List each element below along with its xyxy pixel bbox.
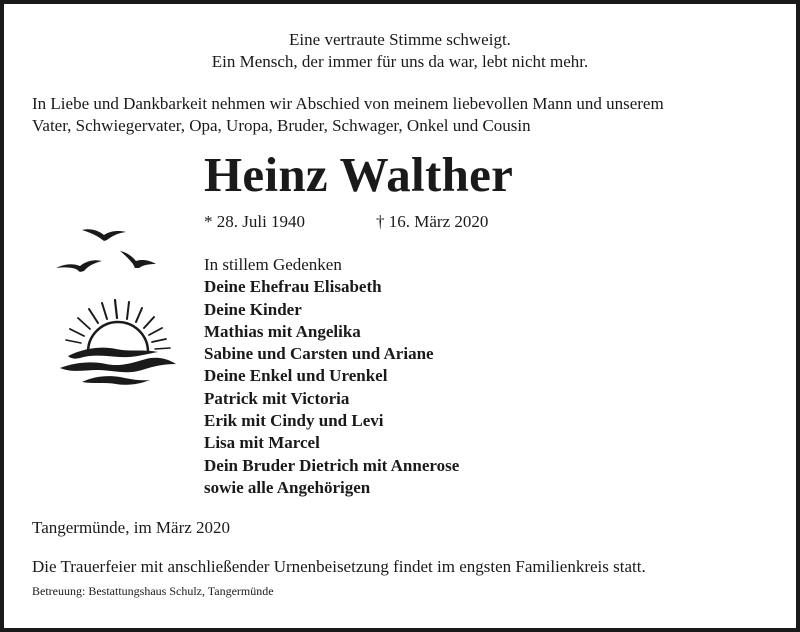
place-date: Tangermünde, im März 2020 [32, 518, 231, 537]
motto-line-2: Ein Mensch, der immer für uns da war, lebt nicht mehr. [211, 52, 589, 71]
mourner-line: Deine Enkel und Urenkel [204, 366, 388, 386]
motto-line-1: Eine vertraute Stimme schweigt. [289, 30, 511, 49]
mourner-line: Sabine und Carsten und Ariane [204, 344, 434, 364]
deceased-name: Heinz Walther [204, 147, 514, 202]
death-date: † 16. März 2020 [376, 212, 489, 231]
intro-line-2: Vater, Schwiegervater, Opa, Uropa, Bruder, Schwager, Onkel und Cousin [32, 116, 531, 135]
intro-line-1: In Liebe und Dankbarkeit nehmen wir Abschied von meinem liebevollen Mann und unserem [32, 94, 664, 113]
mourner-line: Dein Bruder Dietrich mit Annerose [204, 455, 460, 475]
mourners-list [204, 254, 459, 499]
mourner-line: Mathias mit Angelika [204, 321, 361, 341]
mourner-line: Erik mit Cindy und Levi [204, 411, 384, 431]
birds-sunset-icon [54, 218, 184, 388]
mourner-line: Lisa mit Marcel [204, 433, 320, 453]
mourner-line: Deine Kinder [204, 299, 302, 319]
birth-date: * 28. Juli 1940 [204, 212, 306, 231]
mourner-line: Patrick mit Victoria [204, 388, 350, 408]
mourner-line: Deine Ehefrau Elisabeth [204, 277, 382, 297]
care-note: Betreuung: Bestattungshaus Schulz, Tangermünde [32, 584, 274, 598]
mourner-line: sowie alle Angehörigen [204, 477, 371, 497]
funeral-note: Die Trauerfeier mit anschließender Urnenbeisetzung findet im engsten Familienkreis statt. [32, 557, 646, 576]
mourners-heading: In stillem Gedenken [204, 255, 342, 274]
